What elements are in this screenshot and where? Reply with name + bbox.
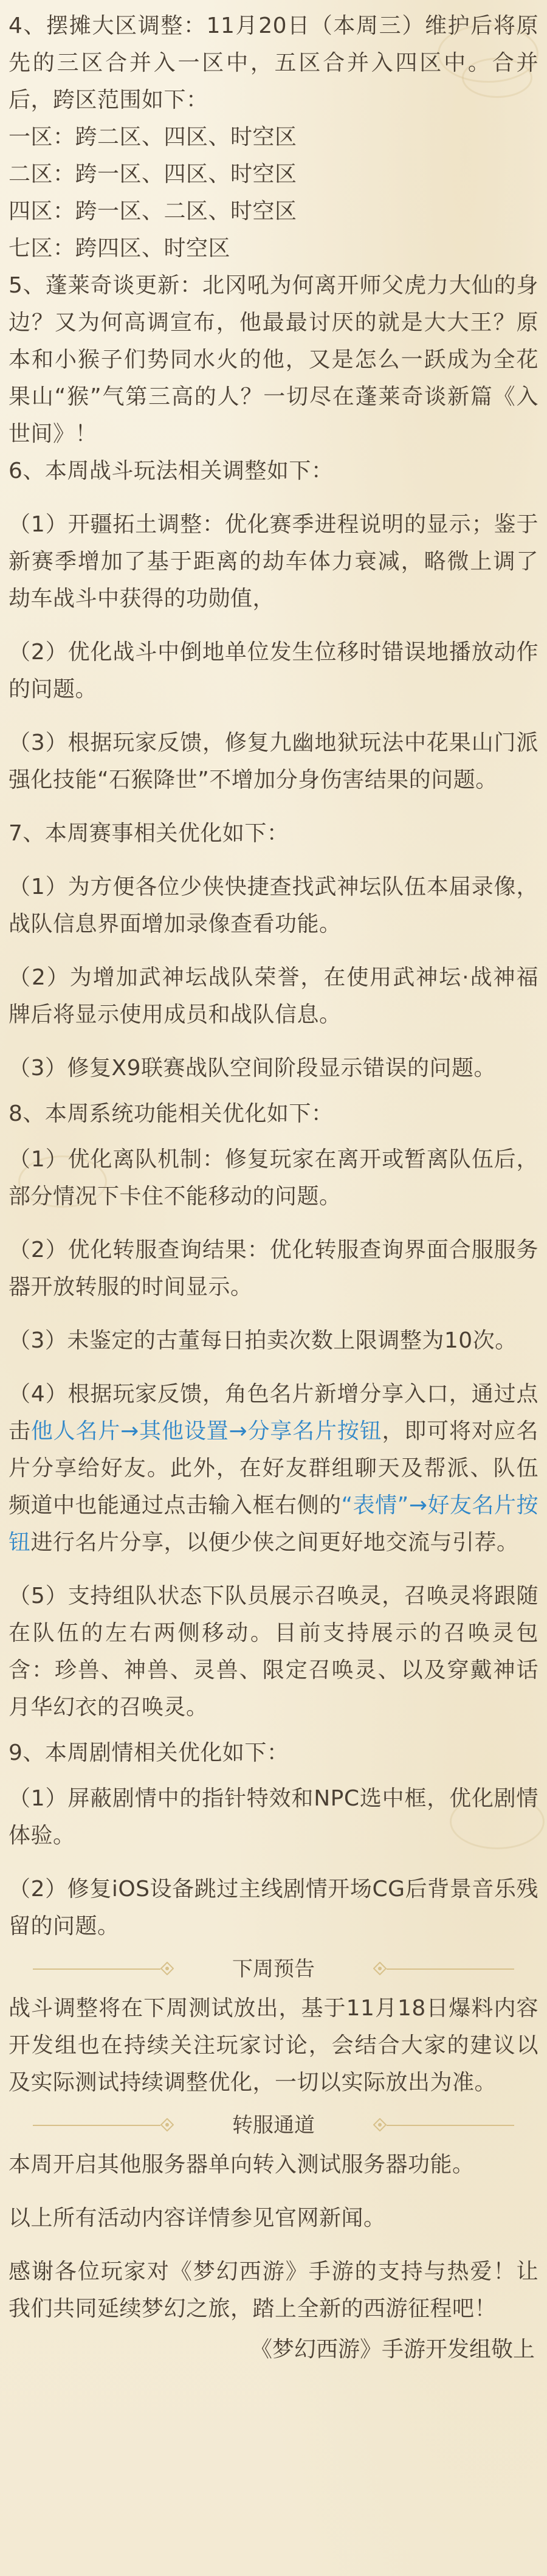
item5-text: 5、蓬莱奇谈更新：北冈吼为何离开师父虎力大仙的身边？又为何高调宣布，他最最讨厌的就是大大王？原本和小猴子们势同水火的他，又是怎么一跃成为全花果山“猴”气第三高的人？一切尽在蓬莱奇谈新篇《入世间》！ [9, 273, 538, 446]
item4-line: 四区：跨一区、二区、时空区 [9, 199, 297, 224]
item6-point: （2）优化战斗中倒地单位发生位移时错误地播放动作的问题。 [9, 640, 538, 702]
item8-point-share [9, 1376, 538, 1561]
item4-intro: 4、摆摊大区调整：11月20日（本周三）维护后将原先的三区合并入一区中，五区合并入四区中。合并后，跨区范围如下： [9, 13, 538, 113]
item7-point: （3）修复X9联赛战队空间阶段显示错误的问题。 [9, 1056, 496, 1081]
item8-point: （3）未鉴定的古董每日拍卖次数上限调整为10次。 [9, 1328, 517, 1353]
emoji-friend-card-link[interactable]: “表情”→好友名片按钮 [9, 1493, 538, 1555]
item7-point: （2）为增加武神坛战队荣誉，在使用武神坛·战神福牌后将显示使用成员和战队信息。 [9, 965, 538, 1027]
item6-heading: 6、本周战斗玩法相关调整如下： [9, 459, 334, 483]
closing-details: 以上所有活动内容详情参见官网新闻。 [9, 2206, 386, 2231]
item8-point: （5）支持组队状态下队员展示召唤灵，召唤灵将跟随在队伍的左右两侧移动。目前支持展示的召唤灵包含：珍兽、神兽、灵兽、限定召唤灵、以及穿戴神话月华幻衣的召唤灵。 [9, 1584, 538, 1720]
item6-point: （3）根据玩家反馈，修复九幽地狱玩法中花果山门派强化技能“石猴降世”不增加分身伤害结果的问题。 [9, 730, 538, 792]
transfer-section-title: 转服通道 [232, 2113, 315, 2138]
signature: 《梦幻西游》手游开发组敬上 [250, 2337, 535, 2362]
item4-line: 一区：跨二区、四区、时空区 [9, 125, 297, 150]
item8-point: （2）优化转服查询结果：优化转服查询界面合服服务器开放转服的时间显示。 [9, 1238, 538, 1300]
preview-section-title: 下周预告 [232, 1957, 315, 1981]
item7-point: （1）为方便各位少侠快捷查找武神坛队伍本届录像，战队信息界面增加录像查看功能。 [9, 874, 538, 937]
item8-p4-text-c: 进行名片分享，以便少侠之间更好地交流与引荐。 [30, 1530, 519, 1555]
closing-thanks: 感谢各位玩家对《梦幻西游》手游的支持与热爱！让我们共同延续梦幻之旅，踏上全新的西游征程吧！ [9, 2259, 538, 2321]
item8-heading: 8、本周系统功能相关优化如下： [9, 1101, 334, 1126]
profile-share-link[interactable]: 他人名片→其他设置→分享名片按钮 [30, 1419, 382, 1444]
transfer-text: 本周开启其他服务器单向转入测试服务器功能。 [9, 2152, 475, 2177]
item4-line: 七区：跨四区、时空区 [9, 236, 231, 261]
transfer-section-header [9, 2111, 538, 2140]
item9-point: （1）屏蔽剧情中的指针特效和NPC选中框，优化剧情体验。 [9, 1786, 538, 1848]
item6-point: （1）开疆拓土调整：优化赛季进程说明的显示；鉴于新赛季增加了基于距离的劫车体力衰减，略微上调了劫车战斗中获得的功勋值， [9, 512, 538, 611]
preview-text: 战斗调整将在下周测试放出，基于11月18日爆料内容开发组也在持续关注玩家讨论，会结合大家的建议以及实际测试持续调整优化，一切以实际放出为准。 [9, 1996, 538, 2095]
diamond-ornament-icon [373, 2118, 387, 2131]
item4-line: 二区：跨一区、四区、时空区 [9, 162, 297, 187]
item7-heading: 7、本周赛事相关优化如下： [9, 821, 289, 846]
item8-point: （1）优化离队机制：修复玩家在离开或暂离队伍后，部分情况下卡住不能移动的问题。 [9, 1147, 538, 1209]
item8-p4-text-a: （4）根据玩家反馈，角色名片新增分享入口，通过点击 [9, 1382, 538, 1444]
item9-heading: 9、本周剧情相关优化如下： [9, 1740, 289, 1765]
divider-line [387, 2125, 514, 2126]
divider-line [387, 1968, 514, 1970]
preview-section-header [9, 1955, 538, 1984]
item9-point: （2）修复iOS设备跳过主线剧情开场CG后背景音乐残留的问题。 [9, 1877, 538, 1939]
item8-p4-text-b: ，即可将对应名片分享给好友。此外，在好友群组聊天及帮派、队伍频道中也能通过点击输入框右侧的 [9, 1419, 538, 1518]
diamond-ornament-icon [373, 1962, 387, 1975]
